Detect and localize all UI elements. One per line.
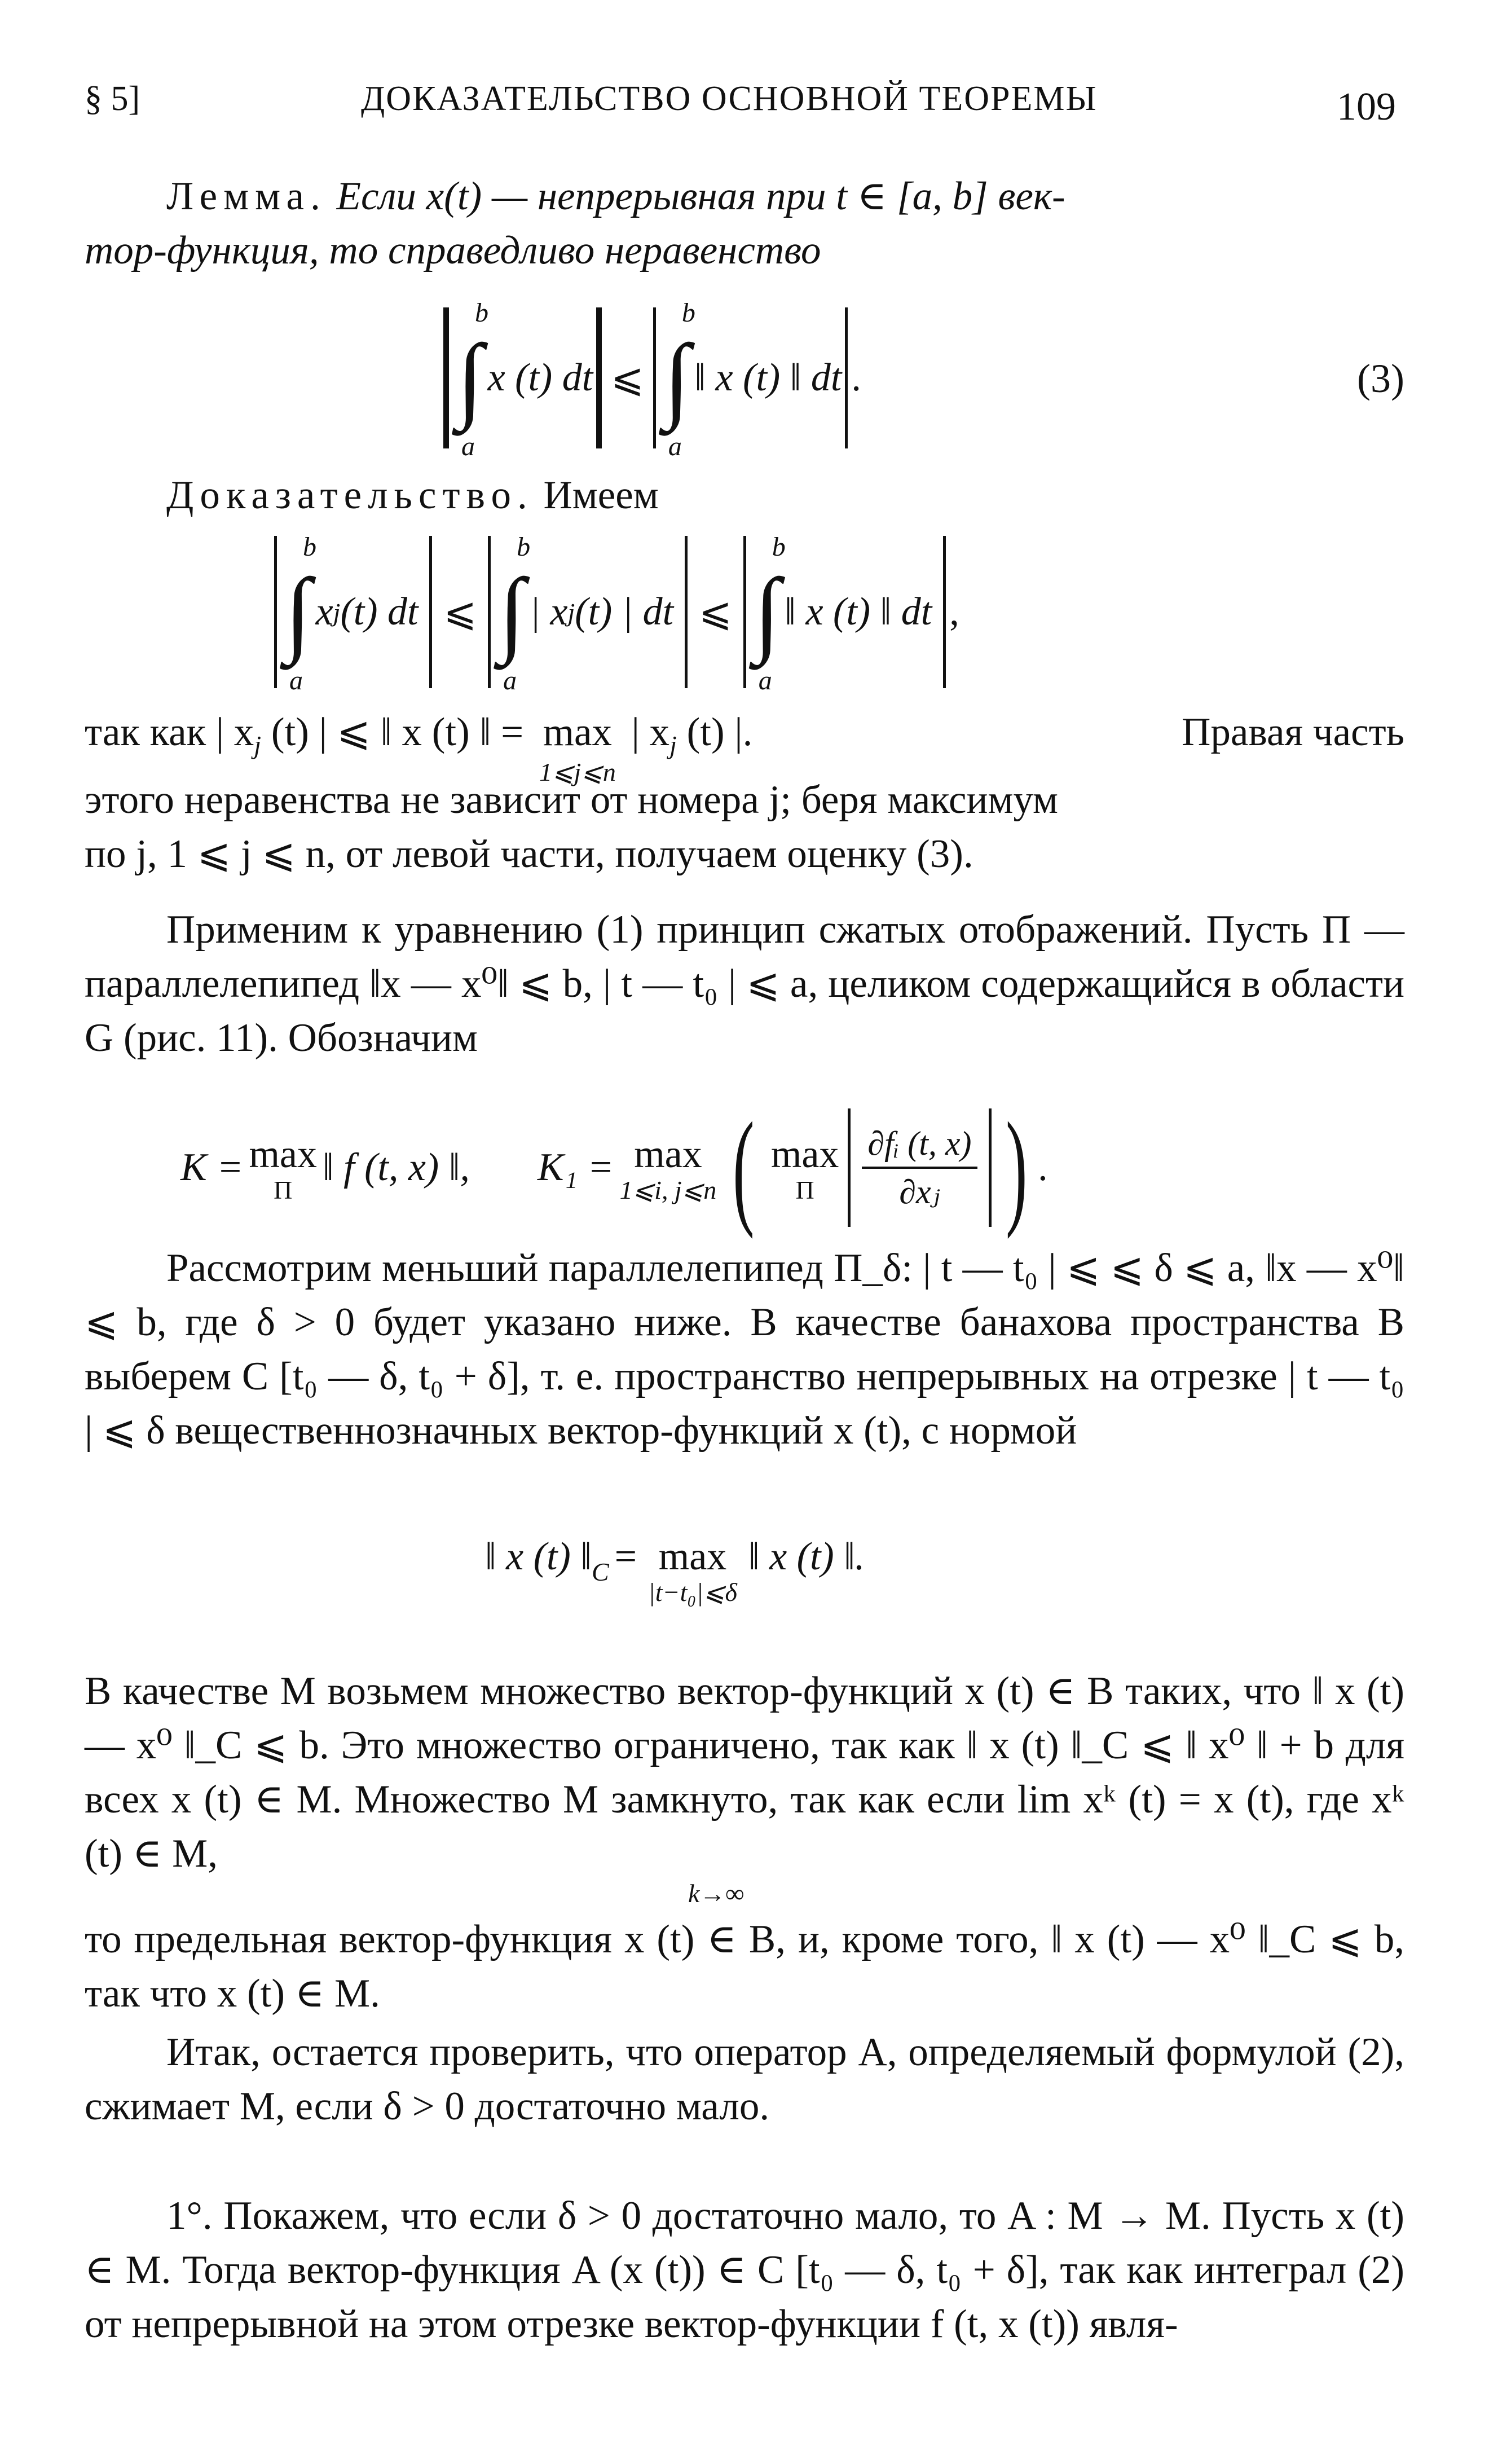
integral-sign-2: b ∫ a — [499, 532, 531, 696]
partial-derivative: $\frac{\text{∂fᵢ (t, x)}}{\text{∂xⱼ}}$ — [862, 1124, 977, 1212]
formula-norm: ‖ x (t) ‖ $_C$ = max |t−t₀|⩽δ ‖ x (t) ‖. — [485, 1535, 865, 1607]
formula-3: b ∫ a x (t) dt ⩽ b ∫ a ‖ x (t) ‖ dt . — [440, 305, 861, 451]
right-integrand: ‖ x (t) ‖ dt — [694, 356, 842, 399]
norm-bar-left — [443, 307, 449, 448]
integral-sign: b ∫ a — [285, 532, 316, 696]
equation-number: (3) — [1357, 356, 1404, 401]
lim-subscript: k→∞ — [688, 1879, 744, 1908]
integral-sign: b ∫ a — [457, 298, 488, 461]
proof-paragraph — [85, 468, 1404, 522]
integral-sign-2: b ∫ a — [663, 298, 695, 461]
since-paragraph: так как | $x_j$ (t) | ⩽ ‖ x (t) ‖ = max 1⩽j⩽n | $x_j$ (t) |. Правая часть этого неравенства не зависит от номера j; беря максимум по j, 1 ⩽ j ⩽ n, от левой части, получаем оценку (3). — [85, 705, 1404, 881]
lemma-paragraph — [85, 169, 1404, 278]
thus-paragraph: Итак, остается проверить, что оператор A, определяемый формулой (2), сжимает M, если δ > 0 достаточно мало. — [85, 2030, 1404, 2128]
proof-formula: b ∫ a x j (t) dt ⩽ b ∫ a | x j (t) | dt ⩽ b ∫ a ‖ x (t) ‖ dt , — [271, 536, 959, 688]
step-1-paragraph: 1°. Покажем, что если δ > 0 достаточно мало, то A : M → M. Пусть x (t) ∈ M. Тогда вектор-функция A (x (t)) ∈ C [t₀ — δ, t₀ + δ], так как интеграл (2) от непрерывной на этом отрезке вектор-функции f (t, x (t)) явля- — [85, 2194, 1404, 2346]
right-paren: ) — [1005, 1095, 1027, 1239]
set-M-paragraph: В качестве M возьмем множество вектор-функций x (t) ∈ B таких, что ‖ x (t) — x⁰ ‖_C ⩽ b. Это множество ограничено, так как ‖ x (t) ‖_C ⩽ ‖ x⁰ ‖ + b для всех x (t) ∈ M. Множество M замкнуто, так как если lim xᵏ (t) = x (t), где xᵏ (t) ∈ M, — [85, 1669, 1404, 1876]
proof-label: Доказательство. — [166, 473, 534, 517]
lemma-text-1: Если x(t) — непрерывная при t ∈ [a, b] век- — [326, 174, 1065, 218]
norm-bar-right — [596, 307, 602, 448]
consider-paragraph: Рассмотрим меньший параллелепипед П_δ: | t — t₀ | ⩽ ⩽ δ ⩽ a, ‖x — x⁰‖ ⩽ b, где δ > 0 будет указано ниже. В качестве банахова пространства B выберем C [t₀ — δ, t₀ + δ], т. е. пространство непрерывных на отрезке | t — t₀ | ⩽ δ вещественнозначных вектор-функций x (t), с нормой — [85, 1246, 1404, 1453]
integral-sign-3: b ∫ a — [754, 532, 786, 696]
abs-bar-left — [653, 307, 656, 448]
lemma-label: Лемма. — [166, 174, 327, 218]
apply-paragraph: Применим к уравнению (1) принцип сжатых отображений. Пусть П — параллелепипед ‖x — x⁰‖ ⩽ b, | t — t₀ | ⩽ a, целиком содержащийся в области G (рис. 11). Обозначим — [85, 908, 1404, 1060]
page-number: 109 — [1337, 85, 1396, 129]
left-paren: ( — [733, 1095, 755, 1239]
abs-bar-right — [845, 307, 848, 448]
section-marker: § 5] — [85, 80, 140, 118]
limit-paragraph: то предельная вектор-функция x (t) ∈ B, и, кроме того, ‖ x (t) — x⁰ ‖_C ⩽ b, так что x (t) ∈ M. — [85, 1917, 1404, 2016]
left-integrand: x (t) dt — [487, 356, 593, 399]
max-operator: max 1⩽j⩽n — [539, 710, 616, 786]
lemma-text-2: тор-функция, то справедливо неравенство — [85, 228, 821, 272]
running-title: ДОКАЗАТЕЛЬСТВО ОСНОВНОЙ ТЕОРЕМЫ — [361, 80, 1098, 118]
proof-text: Имеем — [533, 473, 659, 517]
formula-K: K = max П ‖ f (t, x) ‖, K₁ = max 1⩽i, j⩽n ( max П $\frac{\text{∂fᵢ (t, x)}}{\text{∂xⱼ}}$ ) . — [180, 1095, 1048, 1239]
relation: ⩽ — [611, 357, 644, 401]
